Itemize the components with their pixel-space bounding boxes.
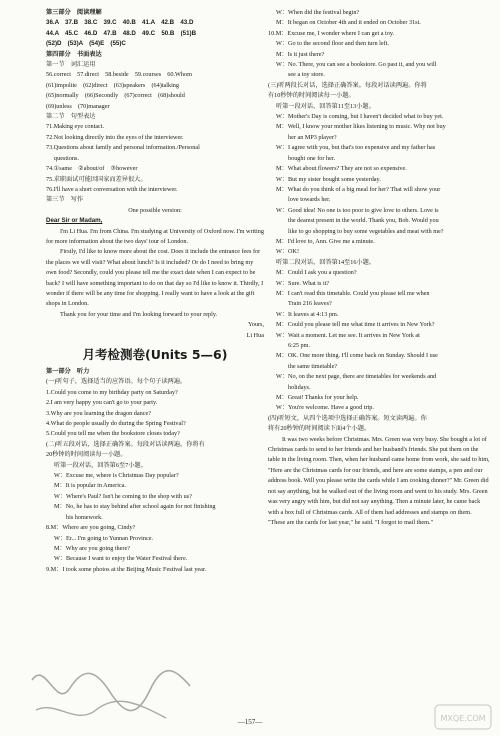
dialogue-line: W：Sure. What is it?	[276, 279, 330, 287]
listening-script-line: 5.Could you tell me when the bookstore closes today?	[46, 430, 180, 438]
answer-key-line: (61)impolite (62)direct (63)speakers (64)talking	[46, 81, 179, 89]
answer-key-line: 74.①same ②about/of ③however	[46, 165, 138, 173]
section-title: 月考检测卷(Units 5—6)	[82, 347, 228, 362]
listening-script-line: M：It is popular in America.	[54, 482, 127, 490]
dialogue-line: the same timetable?	[288, 362, 338, 370]
dialogue-line: M：OK. One more thing. I'll come back on Sunday. Should I use	[276, 352, 438, 360]
right-column	[268, 8, 490, 528]
letter-closing: Yours,	[247, 321, 264, 329]
answer-key-line: 第二节 句型表达	[46, 113, 96, 121]
listening-script-line: 2.I am very happy you can't go to your party.	[46, 399, 158, 407]
answer-key-line: 36.A 37.B 38.C 39.C 40.B 41.A 42.B 43.D	[46, 19, 194, 27]
dialogue-line: W：Mother's Day is coming, but I haven't decided what to buy yet.	[276, 113, 444, 121]
listening-script-line: W：Excuse me, where is Christmas Day popular?	[54, 472, 179, 480]
dialogue-line: Train 216 leaves?	[288, 300, 332, 308]
dialogue-line: M：What about flowers? They are not so expensive.	[276, 165, 407, 173]
listening-script-line: W：Where's Paul? Isn't he coming to the shop with us?	[54, 492, 192, 500]
listening-script-line: his homework.	[66, 513, 103, 521]
dialogue-line: W：It leaves at 4:13 pm.	[276, 310, 339, 318]
dialogue-line: W：No. There, you can see a bookstore. Go past it, and you will	[276, 61, 437, 69]
dialogue-line: 将有20秒钟的时间阅读下面4个小题。	[268, 425, 371, 433]
dialogue-line: bought one for her.	[288, 154, 336, 162]
dialogue-line: M：Could you please tell me what time it arrives in New York?	[276, 321, 435, 329]
dialogue-line: W：You're welcome. Have a good trip.	[276, 404, 374, 412]
answer-key-line: 71.Making eye contact.	[46, 123, 105, 131]
dialogue-line: W：When did the festival begin?	[276, 9, 360, 16]
listening-script-line: 20秒钟的时间阅读每一小题。	[46, 451, 127, 459]
dialogue-line: M：I can't read this timetable. Could you please tell me when	[276, 289, 430, 297]
letter-paragraph-3: Thank you for your time and I'm looking forward to your reply.	[60, 310, 218, 318]
letter-signature: Li Hua	[246, 331, 264, 339]
dialogue-line: the dearest present in the world. Thank you, Bob. Would you	[288, 217, 439, 225]
answer-key-line: 44.A 45.C 46.D 47.B 48.D 49.C 50.B (51)B	[46, 29, 197, 37]
answer-key-line: 72.Not looking directly into the eyes of the interviewer.	[46, 133, 184, 141]
letter-greeting: Dear Sir or Madam,	[46, 217, 103, 225]
left-column	[46, 8, 264, 575]
answer-key-line: One possible version:	[128, 206, 182, 214]
dialogue-line: love towards her.	[288, 196, 331, 204]
answer-key-line: 75.求职面试可能因国家而差异很大。	[46, 175, 147, 183]
answer-key-line: 第三部分 阅读理解	[46, 9, 102, 16]
listening-script-line: 4.What do people usually do during the Spring Festival?	[46, 420, 186, 428]
listening-script-line: 第一部分 听力	[46, 368, 90, 375]
answer-key-line: (65)normally (66)Secondly (67)correct (68)should	[46, 92, 185, 100]
dialogue-line: W：I agree with you, but that's too expensive and my father has	[276, 144, 436, 152]
answer-key-line: questions.	[54, 154, 79, 162]
listening-script-line: M：Why are you going there?	[54, 544, 130, 552]
answer-key-line: 76.I'll have a short conversation with the interviewer.	[46, 185, 178, 193]
listening-passage: It was two weeks before Christmas. Mrs. Green was very busy. She bought a lot of Christmas cards to send to her friends and her husband's friends. She put them on the table in the living room. Then, when her husband came home from work, she said to him, "Here are the Christmas cards for our friends, and here are some stamps, a pen and our address book. Will you please write the cards while I am cooking dinner?" Mr. Green did not say anything, but he walked out of the living room and went to his study. Mrs. Green was very angry with him, but did not say anything. Then a minute later, he came back with a box full of Christmas cards. All of them had addresses and stamps on them. "These are the cards for last year," he said. "I forgot to mail them."	[268, 435, 490, 526]
listening-dialogues	[268, 8, 490, 435]
answer-key-line: 第四部分 书面表达	[46, 50, 102, 58]
dialogue-line: (三)听两段长对话，选择正确答案。每段对话读两遍。你将	[268, 81, 427, 89]
dialogue-line: holidays.	[288, 383, 311, 391]
answer-key-line: 56.correct 57.direct 58.beside 59.courses 60.Whom	[46, 71, 192, 79]
dialogue-line: M：It began on October 4th and it ended on October 31st.	[276, 19, 421, 27]
answer-key-line: (52)D (53)A (54)E (55)C	[46, 40, 126, 48]
listening-script-line: 9.M：I took some photos at the Beijing Music Festival last year.	[46, 565, 207, 573]
watermark-text: MXQE.COM	[440, 714, 486, 723]
dialogue-line: her an MP3 player?	[288, 133, 337, 141]
dialogue-line: (四)听短文，从四个选项中选择正确答案。短文读两遍。你	[268, 414, 427, 422]
listening-script-section	[46, 367, 264, 575]
listening-script-line: M：No, he has to stay behind after school again for not finishing	[54, 503, 216, 511]
letter-paragraph-1: I'm Li Hua. I'm from China. I'm studying at University of Oxford now. I'm writing for more information about the two days' tour of London.	[46, 227, 264, 245]
listening-script-line: W：Er... I'm going to Yunnan Province.	[54, 534, 154, 542]
listening-script-line: 8.M：Where are you going, Cindy?	[46, 524, 136, 532]
listening-script-line: (一)听句子，选择适当的应答语。每个句子读两遍。	[46, 378, 187, 386]
handwritten-scribble-icon	[26, 640, 196, 732]
dialogue-line: 有10秒钟的时间阅读每一小题。	[268, 92, 355, 100]
dialogue-line: 听第二段对话，回答第14至16小题。	[276, 258, 375, 266]
listening-script-line: W：Because I want to enjoy the Water Festival there.	[54, 555, 188, 563]
dialogue-line: W：Good idea! No one is too poor to give love to others. Love is	[276, 206, 439, 214]
dialogue-line: W：Wait a moment. Let me see. It arrives in New York at	[276, 331, 420, 339]
dialogue-line: W：No, on the next page, there are timetables for weekends and	[276, 373, 437, 381]
dialogue-line: W：OK!	[276, 248, 300, 256]
dialogue-line: like to go shopping to buy some vegetables and meat with me?	[288, 227, 444, 235]
dialogue-line: M：Could I ask you a question?	[276, 269, 357, 277]
answer-key-line: 第三节 写作	[46, 196, 84, 204]
listening-script-line: (二)听五段对话，选择正确答案。每段对话读两遍。你将有	[46, 440, 205, 448]
answer-key-line: 第一节 词汇运用	[46, 61, 96, 69]
answer-key-line: (69)unless (70)manager	[46, 102, 110, 110]
dialogue-line: M：What do you think of a big meal for her? That will show your	[276, 185, 441, 193]
listening-script-line: 1.Could you come to my birthday party on Saturday?	[46, 388, 178, 396]
dialogue-line: M：Great! Thanks for your help.	[276, 394, 359, 402]
dialogue-line: M：I'd love to, Ann. Give me a minute.	[276, 237, 375, 245]
dialogue-line: W：But my sister bought some yesterday.	[276, 175, 381, 183]
dialogue-line: 听第一段对话，回答第11至13小题。	[276, 102, 375, 110]
answer-key-section	[46, 8, 264, 216]
dialogue-line: 10.M：Excuse me, I wonder where I can get a toy.	[268, 29, 395, 37]
dialogue-line: M：Is it just there?	[276, 50, 325, 58]
dialogue-line: W：Go to the second floor and then turn left.	[276, 40, 389, 48]
dialogue-line: 6:25 pm.	[288, 342, 311, 349]
watermark-logo-icon	[434, 704, 492, 730]
dialogue-line: M：Well, I know your mother likes listening to music. Why not buy	[276, 123, 446, 131]
answer-key-line: 73.Questions about family and personal information./Personal	[46, 144, 200, 152]
listening-script-line: 听第一段对话，回答第6至7小题。	[54, 461, 147, 469]
sample-letter	[46, 216, 264, 341]
page-number: —157—	[237, 718, 263, 726]
dialogue-line: see a toy store.	[288, 71, 325, 79]
listening-script-line: 3.Why are you learning the dragon dance?	[46, 409, 151, 417]
letter-paragraph-2: Firstly, I'd like to know more about the cost. Does it include the entrance fees for the places we will visit? What about lunch? Is it included? Or do I need to bring my own food? Secondly, could you please tell me the exact date when I can expect to be back? I will have something important to do on that day so I'd like to know it. Thirdly, I wonder if there will be any time for shopping. I really want to have a look at the gift shops in London.	[46, 248, 264, 308]
